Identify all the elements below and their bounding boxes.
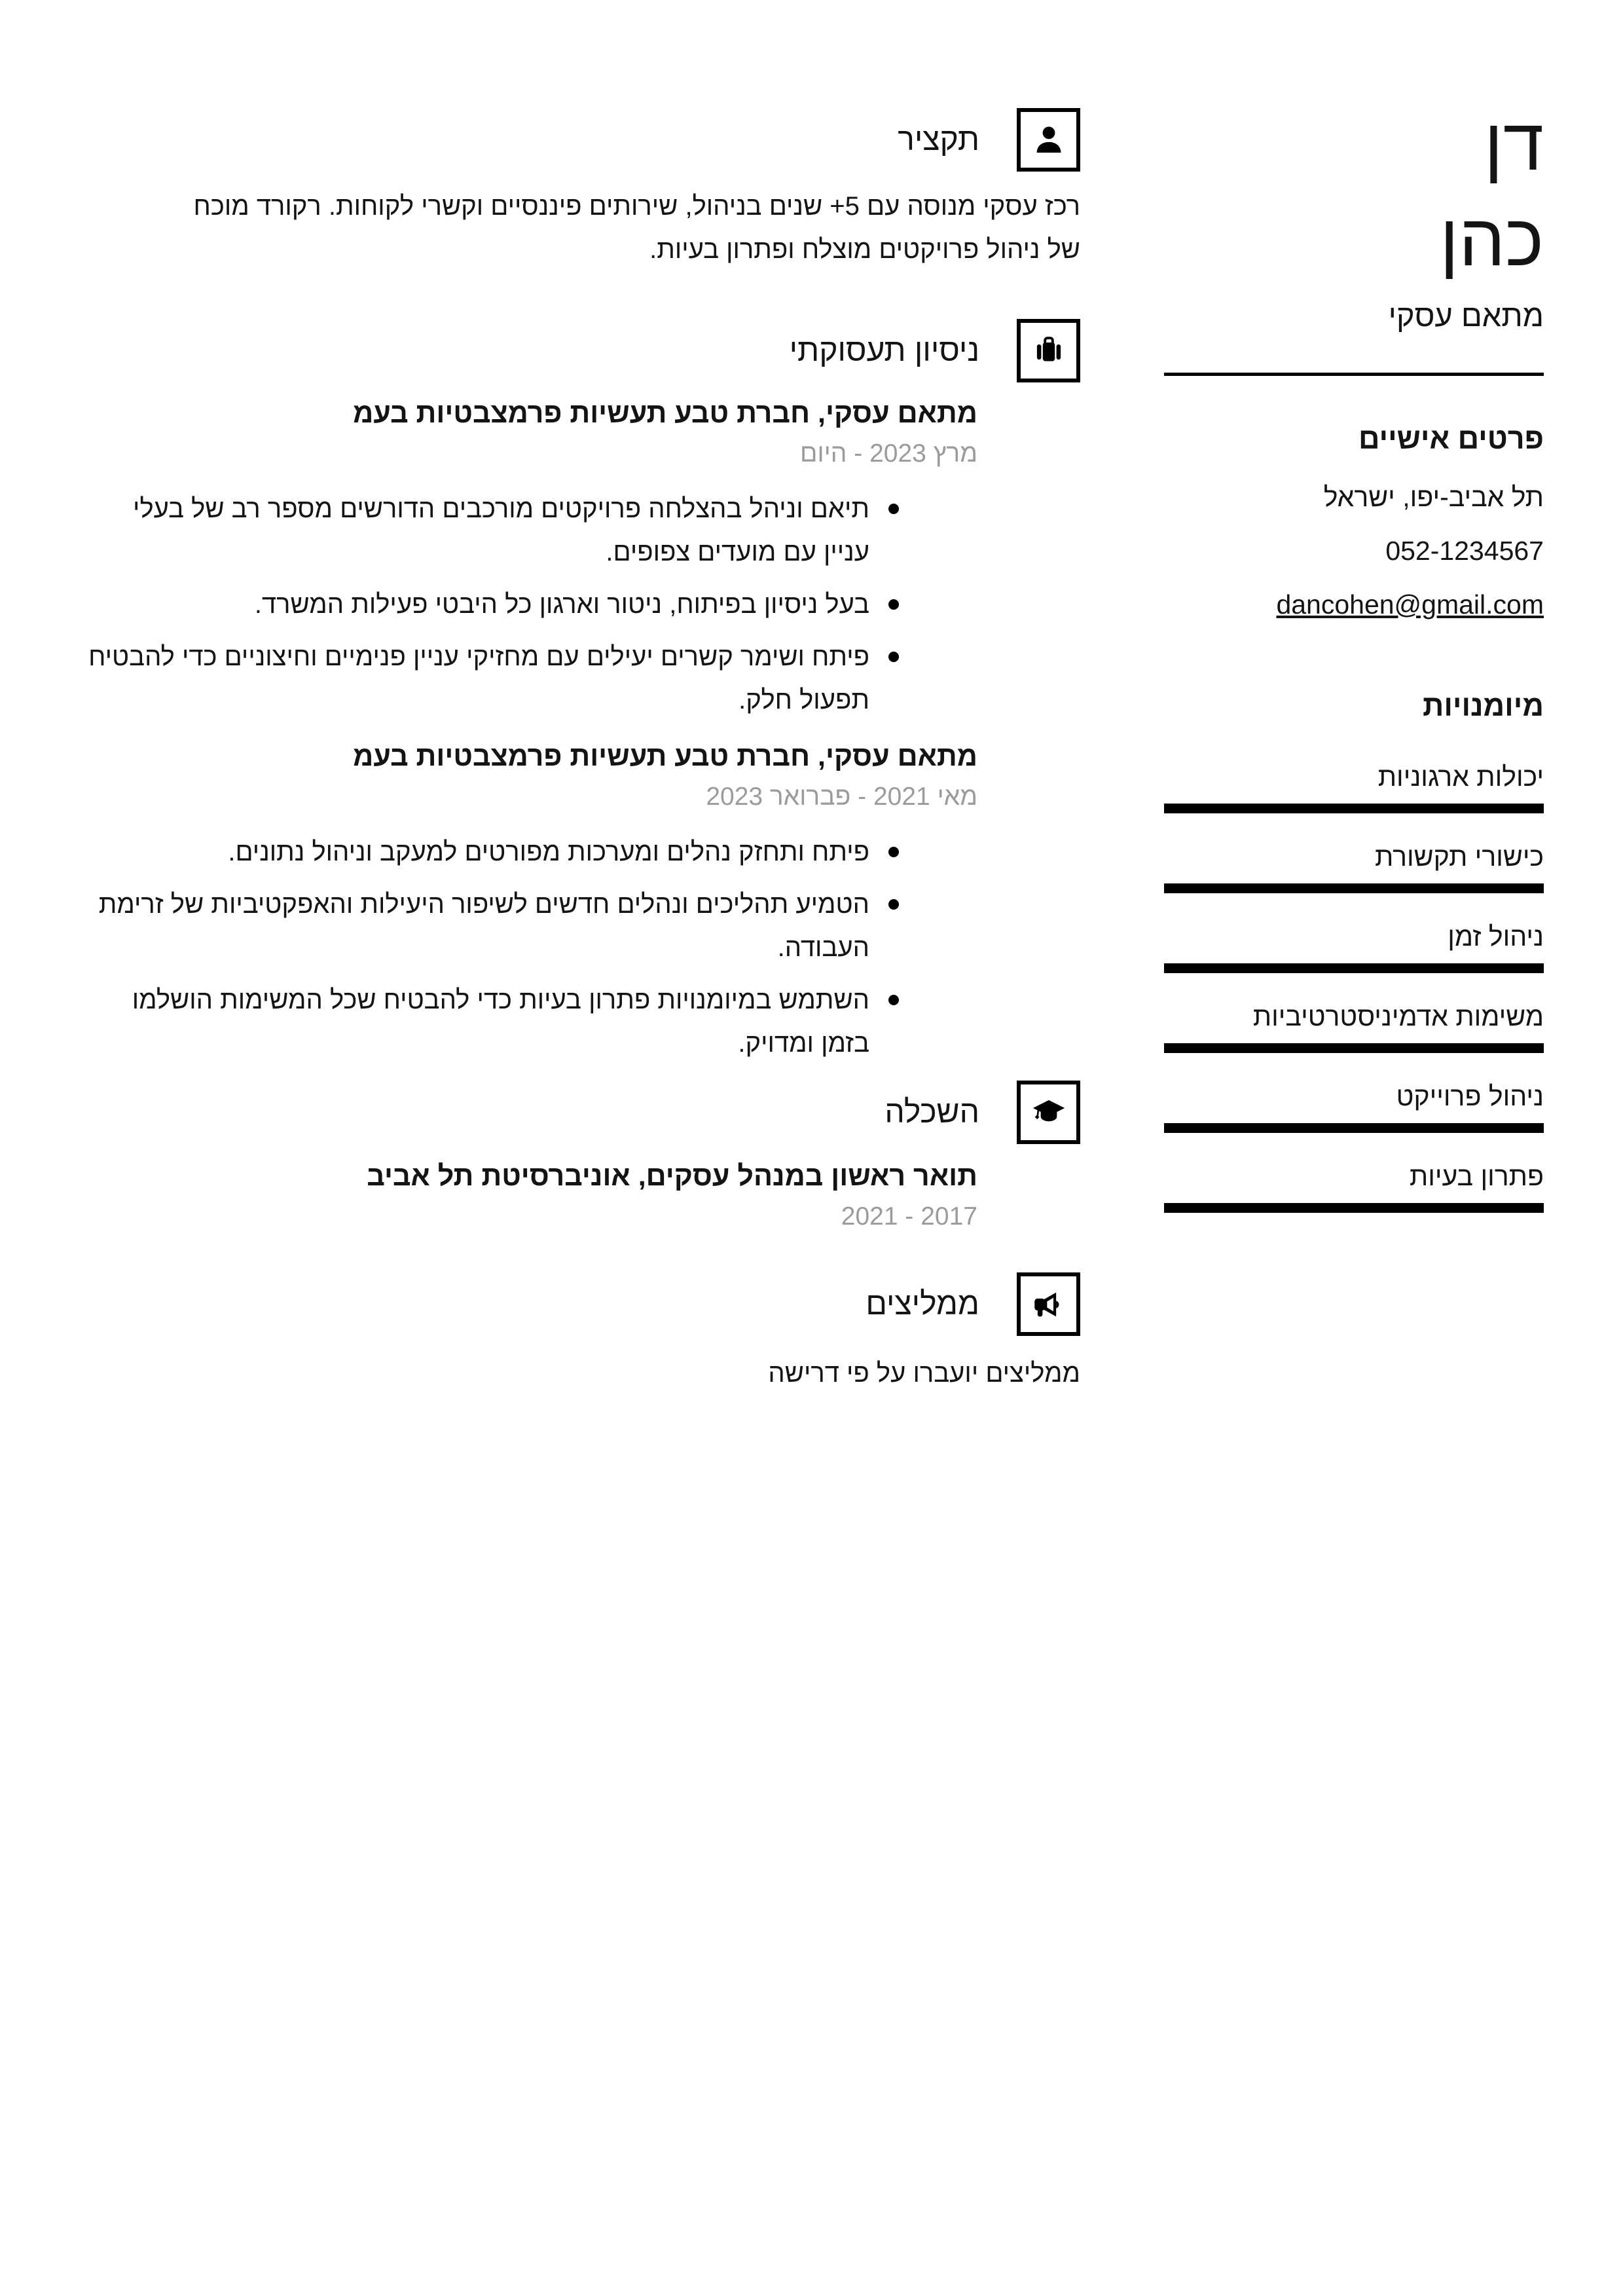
summary-heading: תקציר (898, 122, 979, 157)
section-experience (87, 319, 1080, 1065)
skill-bar (1164, 804, 1544, 813)
sidebar-divider (1164, 373, 1544, 376)
skill-item (1164, 998, 1544, 1053)
experience-heading: ניסיון תעסוקתי (789, 333, 979, 368)
last-name: כהן (1440, 199, 1544, 281)
job-bullet: פיתח ושימר קשרים יעילים עם מחזיקי עניין פנימיים וחיצוניים כדי להבטיח תפעול חלק. (87, 635, 899, 722)
first-name: דן (1484, 103, 1544, 185)
skill-item (1164, 918, 1544, 973)
section-references (87, 1272, 1080, 1395)
person-name (1164, 97, 1544, 288)
references-heading: ממליצים (866, 1286, 979, 1322)
skill-bar (1164, 1043, 1544, 1053)
job-dates: מאי 2021 - פברואר 2023 (706, 783, 977, 811)
sidebar (1164, 0, 1544, 1238)
graduation-cap-icon (1017, 1081, 1080, 1144)
job-title: מתאם עסקי, חברת טבע תעשיות פרמצבטיות בעמ (353, 741, 977, 772)
skill-bar (1164, 1123, 1544, 1133)
skill-bar (1164, 1203, 1544, 1213)
skill-label: כישורי תקשורת (1375, 842, 1544, 872)
skill-bar (1164, 963, 1544, 973)
job-title: מתאם עסקי, חברת טבע תעשיות פרמצבטיות בעמ (353, 398, 977, 429)
job-bullet: השתמש במיומנויות פתרון בעיות כדי להבטיח שכל המשימות הושלמו בזמן ומדויק. (87, 978, 899, 1065)
summary-header (87, 108, 1080, 172)
main-column (87, 0, 1080, 1395)
references-text: ממליצים יועברו על פי דרישה (768, 1359, 1080, 1388)
education-header (87, 1081, 1080, 1144)
skill-label: משימות אדמיניסטרטיביות (1252, 1001, 1544, 1031)
experience-header (87, 319, 1080, 382)
contact-list (1164, 478, 1544, 623)
education-heading: השכלה (884, 1094, 979, 1130)
person-job-title: מתאם עסקי (1388, 298, 1544, 333)
job-bullet: פיתח ותחזק נהלים ומערכות מפורטים למעקב וניהול נתונים. (87, 830, 899, 874)
job-bullet-list (87, 830, 899, 1065)
skill-label: ניהול זמן (1448, 921, 1544, 952)
skills-list (1164, 758, 1544, 1213)
job-entry (87, 737, 977, 1065)
skill-label: פתרון בעיות (1409, 1161, 1544, 1191)
skill-label: ניהול פרוייקט (1396, 1081, 1544, 1111)
degree-title: תואר ראשון במנהל עסקים, אוניברסיטת תל אביב (367, 1160, 977, 1192)
skill-label: יכולות ארגוניות (1377, 762, 1544, 792)
summary-text: רכז עסקי מנוסה עם 5+ שנים בניהול, שירותים פיננסיים וקשרי לקוחות. רקורד מוכח של ניהול פרויקטים מוצלח ופתרון בעיות. (193, 192, 1080, 264)
contact-email-link[interactable]: dancohen@gmail.com (1276, 589, 1544, 620)
skill-item (1164, 1078, 1544, 1133)
person-icon (1017, 108, 1080, 172)
briefcase-icon (1017, 319, 1080, 382)
job-entry (87, 394, 977, 722)
skill-item (1164, 838, 1544, 893)
job-dates: מרץ 2023 - היום (800, 439, 977, 468)
skills-heading: מיומנויות (1423, 689, 1544, 722)
job-bullet: הטמיע תהליכים ונהלים חדשים לשיפור היעילות והאפקטיביות של זרימת העבודה. (87, 883, 899, 969)
job-bullet: בעל ניסיון בפיתוח, ניטור וארגון כל היבטי פעילות המשרד. (87, 583, 899, 626)
job-bullet: תיאם וניהל בהצלחה פרויקטים מורכבים הדורשים מספר רב של בעלי עניין עם מועדים צפופים. (87, 487, 899, 574)
skill-item (1164, 1158, 1544, 1213)
references-header (87, 1272, 1080, 1336)
skill-bar (1164, 883, 1544, 893)
skill-item (1164, 758, 1544, 813)
education-dates: 2017 - 2021 (841, 1202, 977, 1231)
section-summary (87, 108, 1080, 271)
job-bullet-list (87, 487, 899, 722)
contact-location: תל אביב-יפו, ישראל (1323, 482, 1544, 512)
contact-phone: 052-1234567 (1385, 536, 1544, 566)
contact-heading: פרטים אישיים (1359, 422, 1544, 455)
section-education (87, 1081, 1080, 1233)
megaphone-icon (1017, 1272, 1080, 1336)
